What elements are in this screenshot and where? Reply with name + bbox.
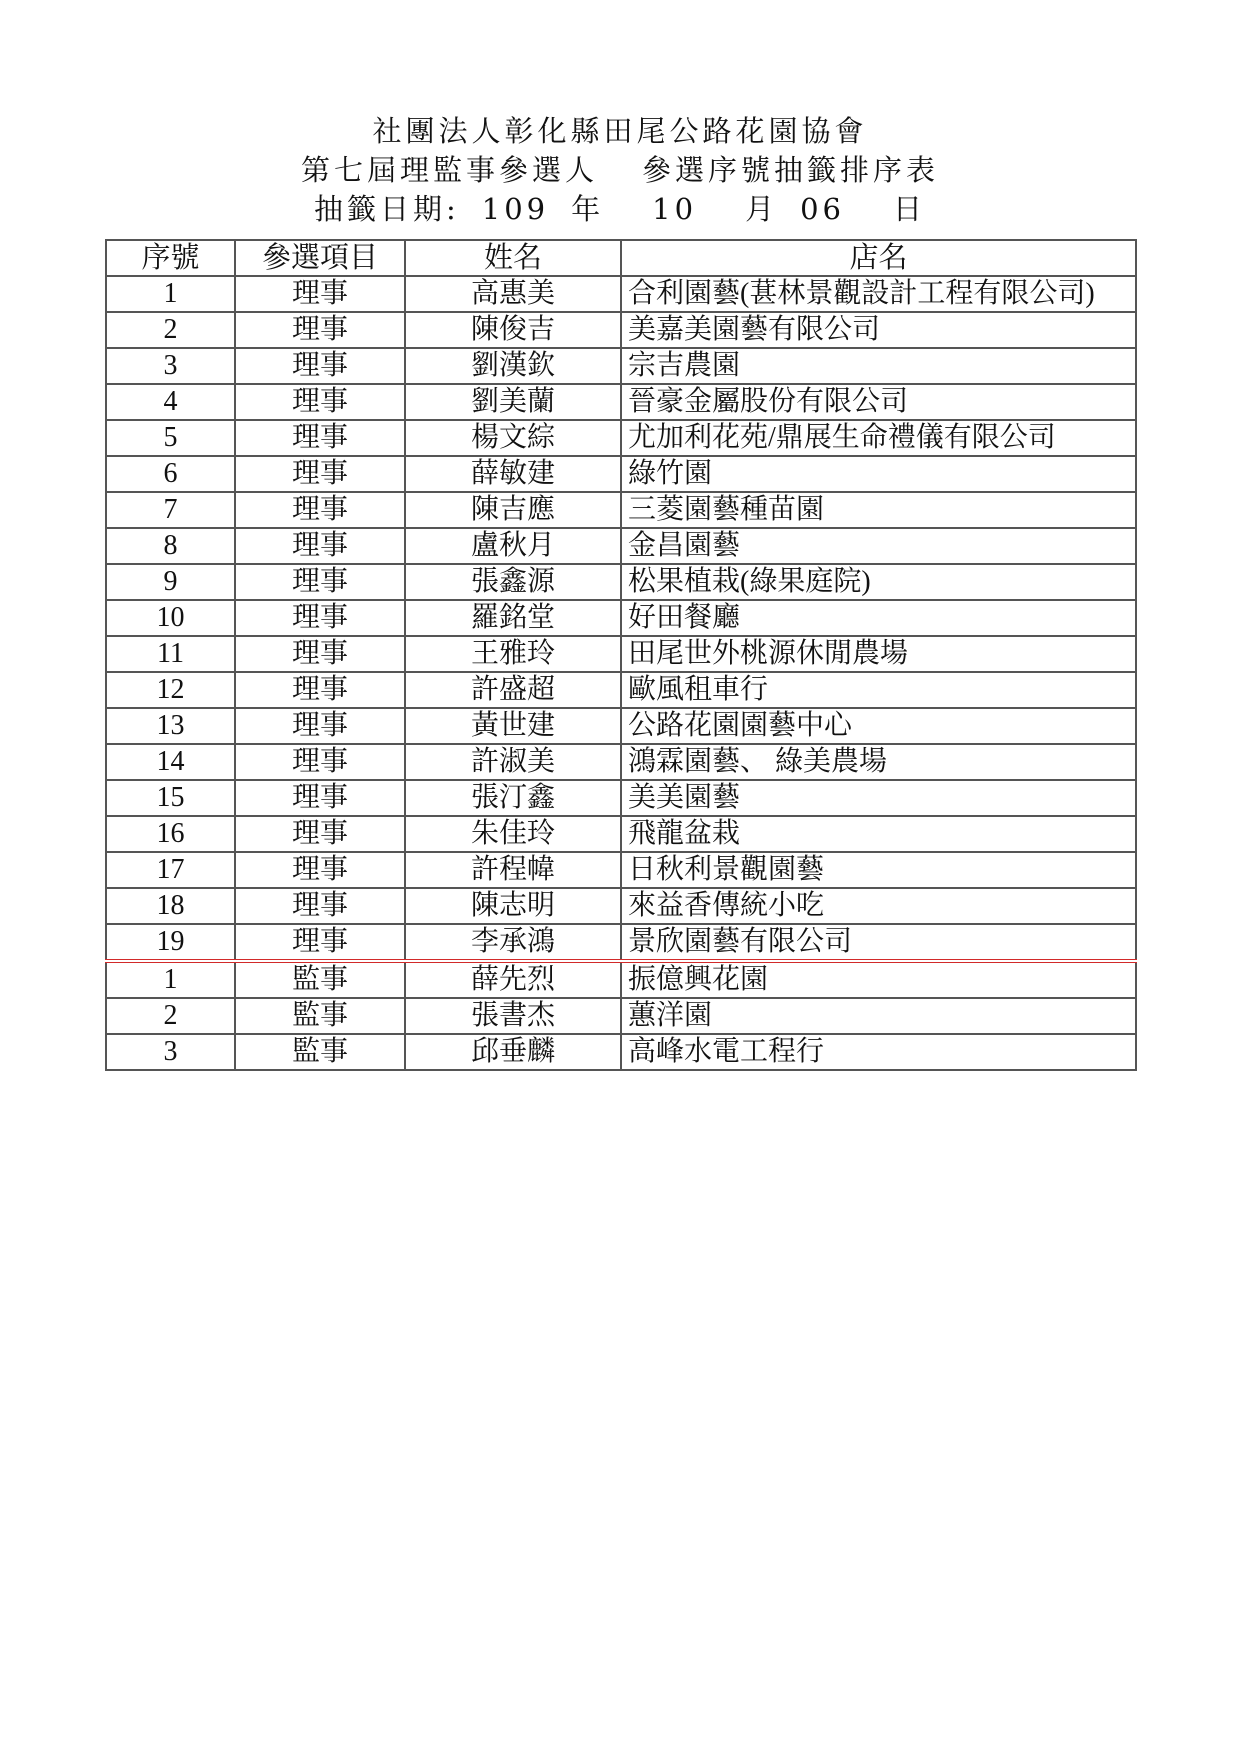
row-role: 監事 (235, 961, 405, 998)
row-role: 理事 (235, 924, 405, 961)
table-row (106, 744, 1136, 780)
row-role: 理事 (235, 276, 405, 312)
table-row (106, 708, 1136, 744)
title-part-1: 第七屆理監事參選人 (300, 153, 598, 187)
row-name: 黃世建 (405, 708, 621, 744)
table-row (106, 1034, 1136, 1070)
row-name: 張汀鑫 (405, 780, 621, 816)
row-name: 許盛超 (405, 672, 621, 708)
row-role: 監事 (235, 998, 405, 1034)
row-shop: 歐風租車行 (621, 672, 1136, 708)
row-name: 楊文綜 (405, 420, 621, 456)
table-row (106, 420, 1136, 456)
date-month: 10 (652, 192, 698, 226)
row-name: 陳俊吉 (405, 312, 621, 348)
row-shop: 好田餐廳 (621, 600, 1136, 636)
row-shop: 尤加利花苑/鼎展生命禮儀有限公司 (621, 420, 1136, 456)
column-header-number: 序號 (106, 240, 235, 276)
row-shop: 松果植栽(綠果庭院) (621, 564, 1136, 600)
table-row (106, 888, 1136, 924)
row-shop: 田尾世外桃源休閒農場 (621, 636, 1136, 672)
row-name: 陳吉應 (405, 492, 621, 528)
row-role: 理事 (235, 600, 405, 636)
row-role: 理事 (235, 528, 405, 564)
column-header-shop: 店名 (621, 240, 1136, 276)
row-shop: 高峰水電工程行 (621, 1034, 1136, 1070)
table-row (106, 276, 1136, 312)
row-number: 11 (106, 636, 235, 672)
row-number: 12 (106, 672, 235, 708)
row-name: 高惠美 (405, 276, 621, 312)
table-row (106, 961, 1136, 998)
row-number: 17 (106, 852, 235, 888)
column-header-name: 姓名 (405, 240, 621, 276)
row-name: 陳志明 (405, 888, 621, 924)
row-number: 1 (106, 276, 235, 312)
row-name: 邱垂麟 (405, 1034, 621, 1070)
row-role: 理事 (235, 780, 405, 816)
row-shop: 振億興花園 (621, 961, 1136, 998)
document-header (0, 112, 1240, 229)
row-role: 理事 (235, 708, 405, 744)
table-row (106, 384, 1136, 420)
row-name: 劉美蘭 (405, 384, 621, 420)
date-year: 109 (481, 192, 550, 226)
row-role: 監事 (235, 1034, 405, 1070)
candidate-table (105, 239, 1137, 1071)
row-name: 張鑫源 (405, 564, 621, 600)
row-shop: 美美園藝 (621, 780, 1136, 816)
table-row (106, 348, 1136, 384)
row-shop: 鴻霖園藝、 綠美農場 (621, 744, 1136, 780)
row-name: 朱佳玲 (405, 816, 621, 852)
table-row (106, 636, 1136, 672)
month-unit: 月 (745, 192, 779, 226)
row-number: 2 (106, 312, 235, 348)
row-name: 薛先烈 (405, 961, 621, 998)
row-shop: 美嘉美園藝有限公司 (621, 312, 1136, 348)
row-role: 理事 (235, 384, 405, 420)
row-number: 1 (106, 961, 235, 998)
row-shop: 合利園藝(葚林景觀設計工程有限公司) (621, 276, 1136, 312)
row-shop: 金昌園藝 (621, 528, 1136, 564)
row-number: 4 (106, 384, 235, 420)
row-role: 理事 (235, 672, 405, 708)
table-row (106, 312, 1136, 348)
row-role: 理事 (235, 456, 405, 492)
row-number: 16 (106, 816, 235, 852)
row-name: 王雅玲 (405, 636, 621, 672)
date-day: 06 (800, 192, 845, 226)
row-number: 9 (106, 564, 235, 600)
row-role: 理事 (235, 888, 405, 924)
row-name: 李承鴻 (405, 924, 621, 961)
table-row (106, 600, 1136, 636)
row-shop: 蕙洋園 (621, 998, 1136, 1034)
row-number: 19 (106, 924, 235, 961)
row-number: 5 (106, 420, 235, 456)
row-role: 理事 (235, 816, 405, 852)
row-role: 理事 (235, 744, 405, 780)
table-row (106, 998, 1136, 1034)
table-row (106, 816, 1136, 852)
row-number: 3 (106, 1034, 235, 1070)
table-row (106, 456, 1136, 492)
row-number: 13 (106, 708, 235, 744)
table-row (106, 492, 1136, 528)
row-shop: 飛龍盆栽 (621, 816, 1136, 852)
column-header-role: 參選項目 (235, 240, 405, 276)
table-row (106, 924, 1136, 961)
row-number: 6 (106, 456, 235, 492)
row-name: 薛敏建 (405, 456, 621, 492)
table-header-row (106, 240, 1136, 276)
row-number: 2 (106, 998, 235, 1034)
row-shop: 綠竹園 (621, 456, 1136, 492)
draw-date (0, 190, 1240, 229)
org-name: 社團法人彰化縣田尾公路花園協會 (372, 114, 868, 148)
table-row (106, 564, 1136, 600)
year-unit: 年 (571, 192, 605, 226)
row-name: 許程幃 (405, 852, 621, 888)
table-row (106, 672, 1136, 708)
row-shop: 日秋利景觀園藝 (621, 852, 1136, 888)
row-number: 14 (106, 744, 235, 780)
table-row (106, 528, 1136, 564)
row-number: 18 (106, 888, 235, 924)
row-shop: 景欣園藝有限公司 (621, 924, 1136, 961)
title-part-2: 參選序號抽籤排序表 (642, 153, 940, 187)
row-shop: 來益香傳統小吃 (621, 888, 1136, 924)
row-name: 劉漢欽 (405, 348, 621, 384)
document-title (0, 151, 1240, 190)
row-role: 理事 (235, 636, 405, 672)
table-row (106, 852, 1136, 888)
row-name: 羅銘堂 (405, 600, 621, 636)
row-shop: 公路花園園藝中心 (621, 708, 1136, 744)
date-label: 抽籤日期: (314, 192, 460, 226)
row-number: 7 (106, 492, 235, 528)
row-role: 理事 (235, 492, 405, 528)
row-role: 理事 (235, 420, 405, 456)
row-role: 理事 (235, 852, 405, 888)
row-role: 理事 (235, 564, 405, 600)
row-name: 張書杰 (405, 998, 621, 1034)
row-number: 10 (106, 600, 235, 636)
row-shop: 晉豪金屬股份有限公司 (621, 384, 1136, 420)
row-role: 理事 (235, 348, 405, 384)
row-number: 8 (106, 528, 235, 564)
day-unit: 日 (892, 192, 926, 226)
row-shop: 宗吉農園 (621, 348, 1136, 384)
row-name: 盧秋月 (405, 528, 621, 564)
row-name: 許淑美 (405, 744, 621, 780)
row-number: 3 (106, 348, 235, 384)
row-role: 理事 (235, 312, 405, 348)
row-shop: 三菱園藝種苗園 (621, 492, 1136, 528)
table-row (106, 780, 1136, 816)
row-number: 15 (106, 780, 235, 816)
